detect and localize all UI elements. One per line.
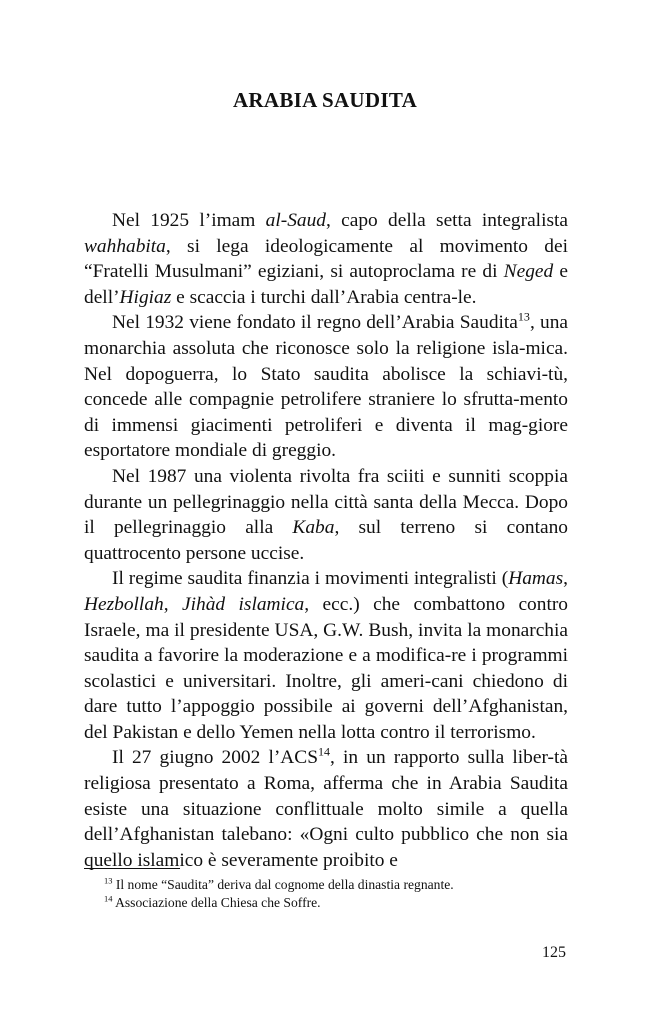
footnote-ref-14: 14 [318,745,331,759]
paragraph-text: Il regime saudita finanzia i movimenti integralisti ( [112,568,509,590]
footnote-14 [104,894,564,912]
paragraph-text: , capo della setta integralista [326,210,568,231]
paragraph-text: , ecc.) che combattono contro Israele, ma il presidente USA, G.W. Bush, invita la monarchia saudita a favorire la moderazione e a modifica-re i programmi scolastici e universitari. Inoltre, gli ameri-cani chiedono di dare tutto l’appoggio possibile ai governi dell’Afghanistan, del Pakistan e dello Yemen nella lotta contro il terrorismo. [84,593,568,743]
italic-term-neged: Neged [503,261,554,283]
paragraph-3 [84,464,568,566]
paragraph-text: e dell’ [84,261,568,308]
paragraph-5 [84,745,568,873]
paragraph-text: Nel 1932 viene fondato il regno dell’Arabia Saudita [112,312,518,334]
footnote-13 [104,876,564,894]
paragraph-text: , [163,593,183,615]
paragraph-text: Il 27 giugno 2002 l’ACS [112,747,319,769]
body-text [84,208,568,873]
italic-term-hamas: Hamas [508,568,564,590]
footnote-number: 14 [104,893,113,904]
paragraph-text: , in un rapporto sulla liber-tà religiosa presentato a Roma, afferma che in Arabia Saudita esiste una situazione conflittuale molto simile a quella dell’Afghanistan talebano: «Ogni culto pubblico che non sia quello islamico è severamente proibito e [84,747,568,871]
footnote-text: Associazione della Chiesa che Soffre. [115,895,321,910]
paragraph-text: Nel 1987 una violenta rivolta fra sciiti e sunniti scoppia durante un pellegrinaggio nella città santa della Mecca. Dopo il pellegrinaggio alla [84,465,568,539]
paragraph-text: Nel 1925 l’imam [112,210,266,231]
italic-term-higiaz: Higiaz [119,286,172,308]
italic-term-kaba: Kaba [292,517,335,539]
footnote-number: 13 [104,875,113,886]
paragraph-2 [84,310,568,464]
paragraph-text: , [563,568,568,590]
footnote-ref-13: 13 [517,309,530,324]
italic-term-al-saud: al-Saud [265,210,326,231]
paragraph-text: , si lega ideologicamente al movimento dei “Fratelli Musulmani” egiziani, si autoproclama re di [84,235,568,283]
paragraph-text: e scaccia i turchi dall’Arabia centra-le. [171,286,477,308]
footnotes [104,876,564,912]
italic-term-wahhabita: wahhabita [84,235,166,257]
paragraph-text: , sul terreno si contano quattrocento persone uccise. [84,517,568,564]
italic-term-hezbollah: Hezbollah [84,593,164,615]
page-number: 125 [542,944,566,961]
italic-term-jihad-islamica: Jihàd islamica [182,593,305,615]
paragraph-4 [84,566,568,745]
footnote-divider [84,868,180,869]
footnote-text: Il nome “Saudita” deriva dal cognome della dinastia regnante. [115,877,454,892]
paragraph-text: , una monarchia assoluta che riconosce solo la religione isla-mica. Nel dopoguerra, lo Stato saudita abolisce la schiavi-tù, concede alle compagnie petrolifere straniere lo sfrutta-mento di immensi giacimenti petroliferi e diventa il mag-giore esportatore mondiale di greggio. [84,312,569,462]
chapter-title: ARABIA SAUDITA [232,88,418,112]
paragraph-1 [84,208,568,310]
